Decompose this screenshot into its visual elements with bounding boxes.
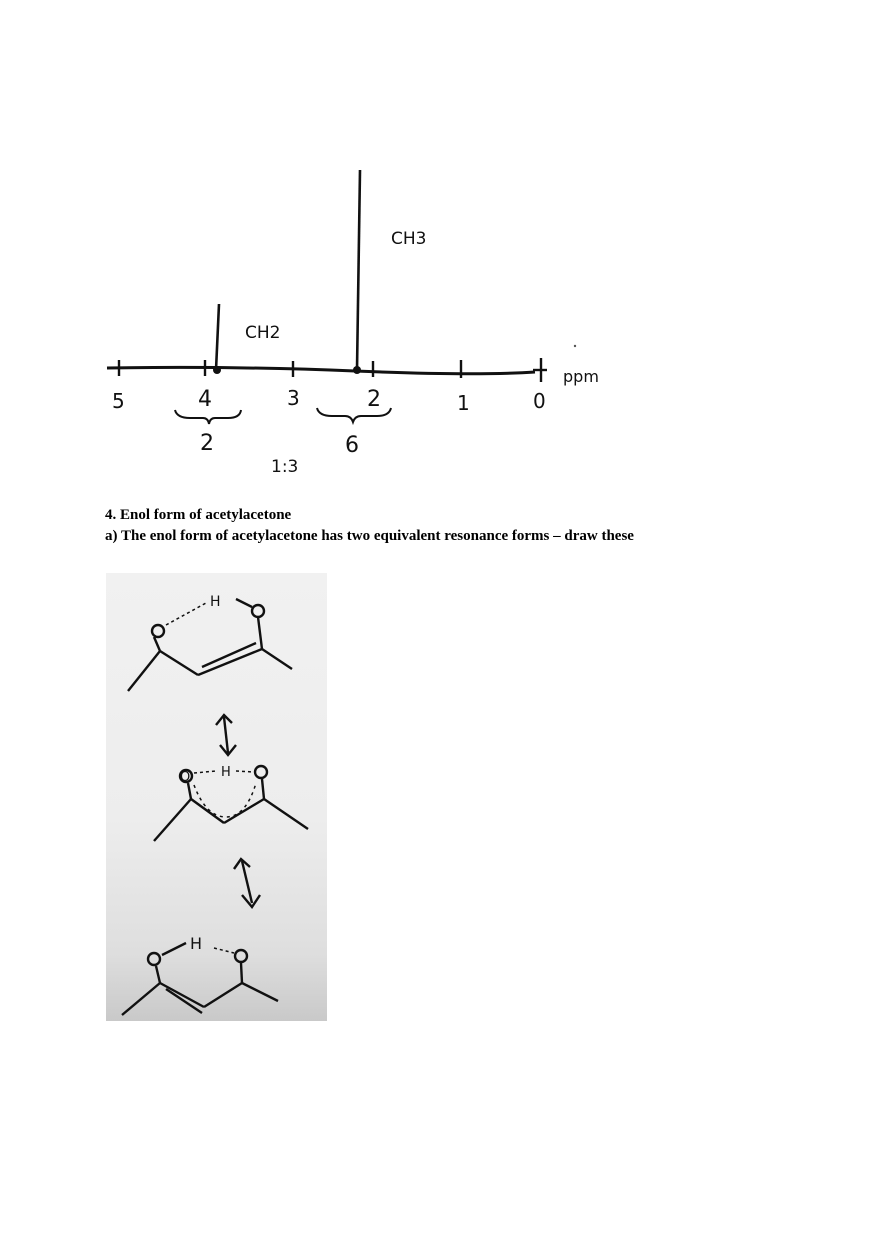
section-heading: 4. Enol form of acetylacetone [105,507,292,523]
tick-label: 5 [112,389,125,413]
resonance-forms-photo [106,573,327,1021]
integral-value: 6 [345,433,359,458]
axis-unit-label: ppm [563,367,599,386]
stray-mark [574,345,576,347]
question-text: a) The enol form of acetylacetone has two equivalent resonance forms – draw these [105,528,634,544]
integral-ratio: 1:3 [271,457,299,477]
atom-label: H [221,765,231,780]
photo-background [106,573,327,1021]
peak-ch2-dot [213,366,221,374]
nmr-spectrum-sketch [95,160,635,490]
atom-label: H [190,934,203,953]
tick-label: 0 [533,389,546,413]
integral-brace [175,410,241,424]
atom-label: H [210,594,221,610]
atom-label: O [180,770,191,785]
peak-label-ch3: CH3 [391,229,427,249]
ppm-axis [107,367,535,373]
tick-label: 3 [287,386,300,410]
tick-label: 2 [367,387,381,412]
peak-ch2 [216,304,219,370]
tick-label: 4 [198,387,212,412]
integral-value: 2 [200,431,214,456]
peak-ch3-dot [353,366,361,374]
peak-ch3 [357,170,360,370]
peak-label-ch2: CH2 [245,323,281,343]
tick-label: 1 [457,391,470,415]
